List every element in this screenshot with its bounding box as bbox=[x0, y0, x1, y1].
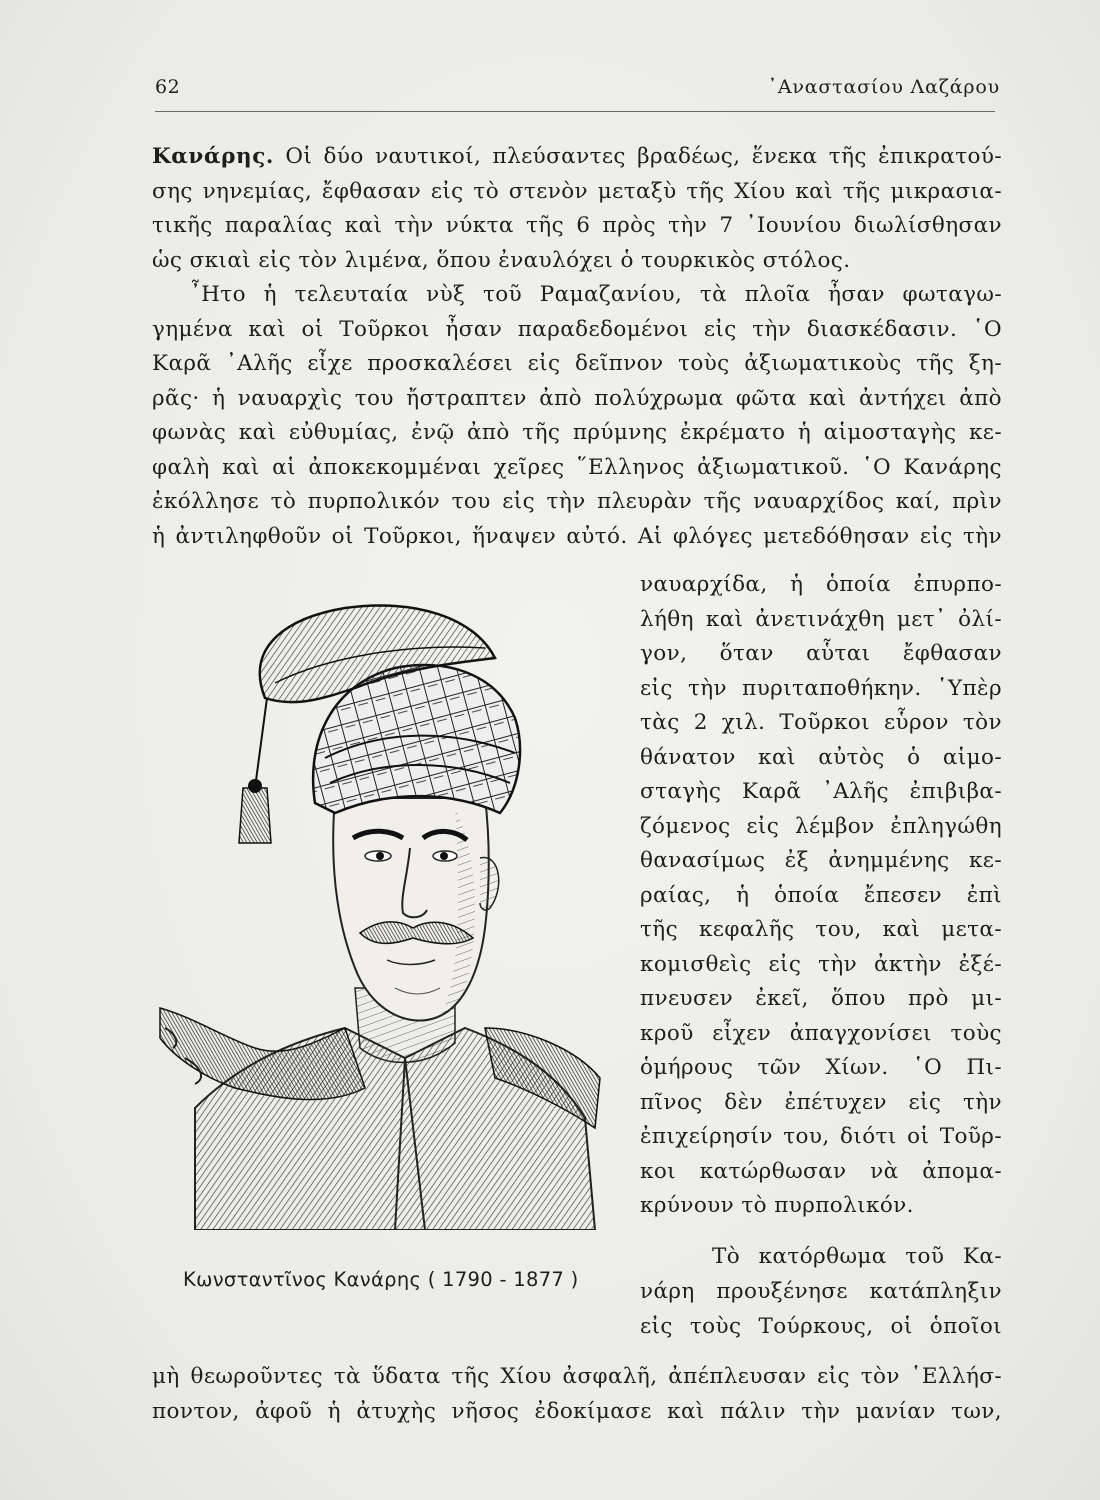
text-line bbox=[152, 140, 1002, 175]
column-line: κροῦ εἶχεν ἀπαγχονίσει τοὺς bbox=[640, 1020, 1002, 1046]
text-line: ποντον, ἀφοῦ ἡ ἀτυχὴς νῆσος ἐδοκίμασε καὶ πάλιν τὴν μανίαν των, bbox=[152, 1399, 1002, 1424]
text-line: τικῆς παραλίας καὶ τὴν νύκτα τῆς 6 πρὸς τὴν 7 ᾿Ιουνίου διωλίσθησαν bbox=[152, 213, 1002, 238]
column-line: ἐπιχείρησίν του, διότι οἱ Τοῦρ- bbox=[640, 1124, 1002, 1149]
column-line: εἰς τοὺς Τούρκους, οἱ ὁποῖοι bbox=[640, 1314, 1002, 1339]
column-line: θανασίμως ἐξ ἀνημμένης κε- bbox=[640, 848, 1002, 873]
text-span: Οἱ δύο ναυτικοί, πλεύσαντες βραδέως, ἕνεκα τῆς ἐπικρατού- bbox=[274, 144, 1002, 169]
section-heading: Κανάρης. bbox=[152, 144, 275, 169]
column-line: εἰς τὴν πυριταποθήκην. ῾Υπὲρ bbox=[640, 675, 1002, 701]
column-line: νάρη προυξένησε κατάπληξιν bbox=[640, 1279, 1002, 1304]
text-line: σης νηνεμίας, ἔφθασαν εἰς τὸ στενὸν μεταξὺ τῆς Χίου καὶ τῆς μικρασια- bbox=[152, 178, 1002, 204]
column-line: τὰς 2 χιλ. Τοῦρκοι εὗρον τὸν bbox=[640, 710, 1002, 735]
column-line: ζόμενος εἰς λέμβον ἐπληγώθη bbox=[640, 813, 1002, 839]
column-line: ραίας, ἡ ὁποία ἔπεσεν ἐπὶ bbox=[640, 882, 1002, 908]
column-line: Τὸ κατόρθωμα τοῦ Κα- bbox=[712, 1244, 1002, 1269]
text-line: μὴ θεωροῦντες τὰ ὕδατα τῆς Χίου ἀσφαλῆ, ἀπέπλευσαν εἰς τὸν ῾Ελλήσ- bbox=[152, 1364, 1002, 1389]
header-rule bbox=[155, 111, 995, 112]
tassel bbox=[239, 788, 271, 843]
text-line: ὡς σκιαὶ εἰς τὸν λιμένα, ὅπου ἐναυλόχει ὁ τουρκικὸς στόλος. bbox=[152, 247, 851, 273]
text-line: ἡ ἀντιληφθοῦν οἱ Τοῦρκοι, ἥναψεν αὐτό. Αἱ φλόγες μετεδόθησαν εἰς τὴν bbox=[152, 523, 1002, 549]
column-line: κρύνουν τὸ πυρπολικόν. bbox=[640, 1193, 914, 1218]
portrait-engraving bbox=[155, 588, 623, 1230]
column-line: κοι κατώρθωσαν νὰ ἀπομα- bbox=[640, 1158, 1002, 1184]
column-line: κομισθεὶς εἰς τὴν ἀκτὴν ἐξέ- bbox=[640, 951, 1002, 977]
text-line: γημένα καὶ οἱ Τοῦρκοι ἦσαν παραδεδομένοι εἰς τὴν διασκέδασιν. ῾Ο bbox=[152, 316, 1002, 342]
column-line: σταγὴς Καρᾶ ᾿Αλῆς ἐπιβιβα- bbox=[640, 779, 1002, 804]
fur-collar bbox=[160, 1008, 365, 1100]
text-line: ρᾶς· ἡ ναυαρχὶς του ἤστραπτεν ἀπὸ πολύχρωμα φῶτα καὶ ἀντήχει ἀπὸ bbox=[152, 385, 1002, 411]
column-line: ναυαρχίδα, ἡ ὁποία ἐπυρπο- bbox=[640, 572, 1002, 597]
column-line: πνευσεν ἐκεῖ, ὅπου πρὸ μι- bbox=[640, 986, 1002, 1011]
text-line: ἐκόλλησε τὸ πυρπολικόν του εἰς τὴν πλευρὰν τῆς ναυαρχίδος καί, πρὶν bbox=[152, 489, 1002, 514]
column-line: πῖνος δὲν ἐπέτυχεν εἰς τὴν bbox=[640, 1089, 1002, 1115]
text-line: Καρᾶ ᾿Αλῆς εἶχε προσκαλέσει εἰς δεῖπνον τοὺς ἀξιωματικοὺς τῆς ξη- bbox=[152, 351, 1002, 376]
column-line: θάνατον καὶ αὐτὸς ὁ αἱμο- bbox=[640, 744, 1002, 770]
text-line: ῏Ητο ἡ τελευταία νὺξ τοῦ Ραμαζανίου, τὰ πλοῖα ἦσαν φωταγω- bbox=[190, 282, 1002, 307]
column-line: γον, ὅταν αὗται ἔφθασαν bbox=[640, 641, 1002, 666]
page-number: 62 bbox=[155, 76, 181, 98]
column-line: τῆς κεφαλῆς του, καὶ μετα- bbox=[640, 917, 1002, 942]
text-line: φωνὰς καὶ εὐθυμίας, ἐνῷ ἀπὸ τῆς πρύμνης ἐκρέματο ἡ αἱμοσταγὴς κε- bbox=[152, 420, 1002, 445]
text-line: φαλὴ καὶ αἱ ἀποκεκομμέναι χεῖρες ῞Ελληνος ἀξιωματικοῦ. ῾Ο Κανάρης bbox=[152, 454, 1002, 480]
figure-caption: Κωνσταντῖνος Κανάρης ( 1790 - 1877 ) bbox=[183, 1268, 579, 1291]
column-line: ὁμήρους τῶν Χίων. ῾Ο Πι- bbox=[640, 1055, 1002, 1080]
column-line: λήθη καὶ ἀνετινάχθη μετ᾿ ὀλί- bbox=[640, 606, 1002, 632]
running-head: ᾿Αναστασίου Λαζάρου bbox=[767, 76, 1000, 98]
